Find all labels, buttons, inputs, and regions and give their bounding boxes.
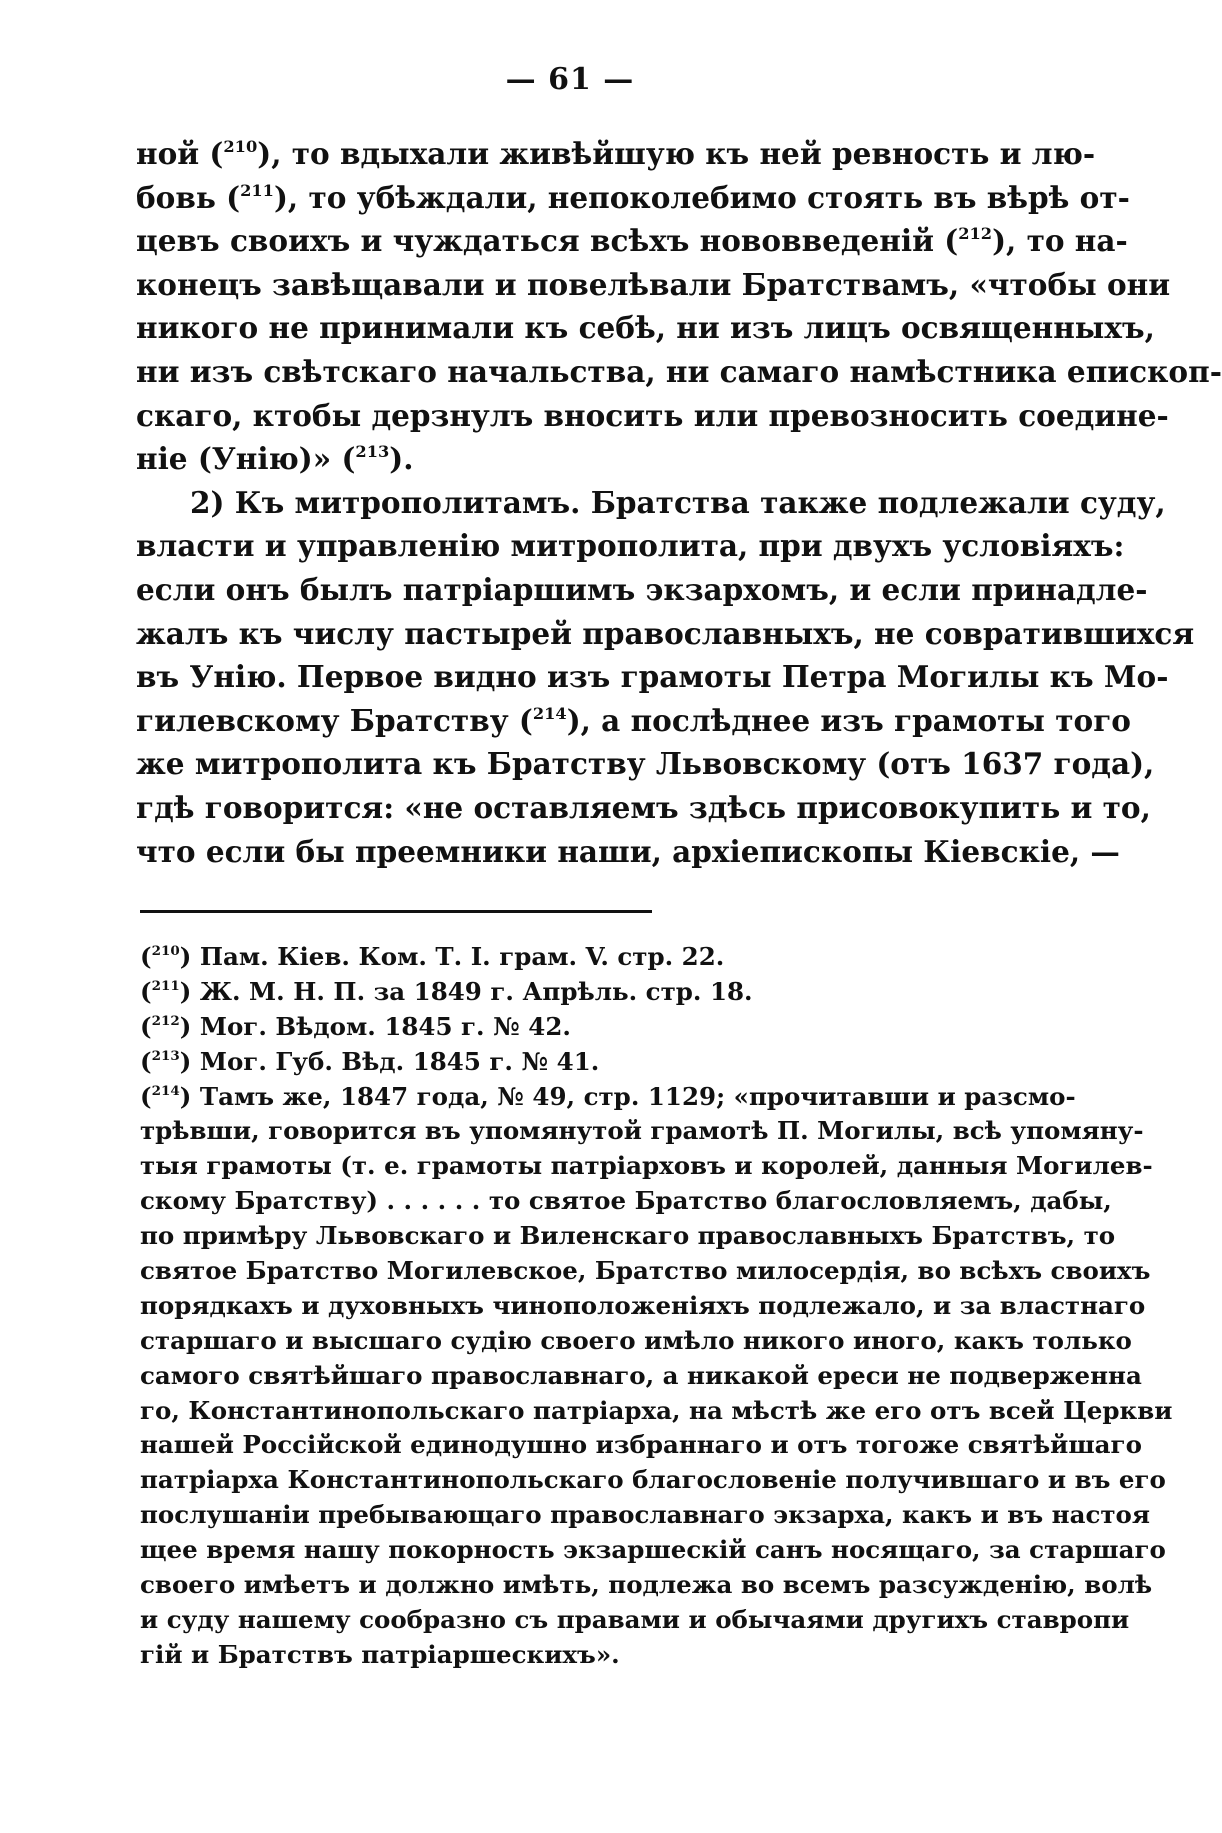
footnote-ref: 210 [223, 136, 258, 156]
text-line: ной ($^{210}$), то вдыхали живѣйшую къ ней ревность и лю- [136, 136, 1096, 171]
footnote-number: 211 [151, 977, 180, 994]
footnote-divider [140, 910, 652, 913]
text-line: гилевскому Братству ($^{214}$), а послѣднее изъ грамоты того [136, 702, 1131, 738]
footnote-continuation: и суду нашему сообразно съ правами и обычаями другихъ ставропи [140, 1604, 1130, 1634]
text-line: гдѣ говорится: «не оставляемъ здѣсь присовокупить и то, [136, 789, 1151, 825]
footnote-ref: 214 [532, 703, 567, 723]
footnote-continuation: скому Братству) . . . . . . то святое Братство благословляемъ, дабы, [140, 1186, 1112, 1216]
footnote-continuation: своего имѣетъ и должно имѣть, подлежа во всемъ разсужденію, волѣ [140, 1570, 1153, 1600]
footnote-continuation: послушаніи пребывающаго православнаго экзарха, какъ и въ настоя [140, 1500, 1150, 1530]
footnote-continuation: трѣвши, говорится въ упомянутой грамотѣ П. Могилы, всѣ упомяну- [140, 1116, 1144, 1146]
footnote-continuation: самого святѣйшаго православнаго, а никакой ереси не подверженна [140, 1360, 1142, 1390]
footnote: ($^{214}$) Тамъ же, 1847 года, № 49, стр. 1129; «прочитавши и разсмо- [140, 1081, 1076, 1111]
footnote-number: 214 [151, 1082, 180, 1099]
footnote: ($^{213}$) Мог. Губ. Вѣд. 1845 г. № 41. [140, 1046, 600, 1076]
text-line: 2) Къ митрополитамъ. Братства также подлежали суду, [190, 484, 1166, 520]
footnote: ($^{211}$) Ж. М. Н. П. за 1849 г. Апрѣль. стр. 18. [140, 976, 753, 1006]
text-line: никого не принимали къ себѣ, ни изъ лицъ освященныхъ, [136, 310, 1155, 346]
text-line: власти и управленію митрополита, при двухъ условіяхъ: [136, 528, 1125, 564]
footnote-number: 213 [151, 1047, 180, 1064]
text-line: жалъ къ числу пастырей православныхъ, не совратившихся [136, 615, 1195, 651]
footnote-continuation: старшаго и высшаго судію своего имѣло никого иного, какъ только [140, 1325, 1132, 1355]
footnote-continuation: нашей Россійской единодушно избраннаго и отъ тогоже святѣйшаго [140, 1430, 1142, 1460]
footnote-continuation: патріарха Константинопольскаго благословеніе получившаго и въ его [140, 1465, 1166, 1495]
main-text [136, 132, 1222, 873]
text-line: скаго, ктобы дерзнулъ вносить или превозносить соедине- [136, 397, 1169, 433]
text-line: если онъ былъ патріаршимъ экзархомъ, и если принадле- [136, 571, 1148, 607]
text-line: въ Унію. Первое видно изъ грамоты Петра Могилы къ Мо- [136, 659, 1169, 695]
footnote-ref: 213 [355, 442, 390, 461]
footnote-continuation: тыя грамоты (т. е. грамоты патріарховъ и королей, данныя Могилев- [140, 1151, 1153, 1181]
footnote-ref: 212 [958, 224, 993, 244]
text-line: бовь ($^{211}$), то убѣждали, непоколебимо стоять въ вѣрѣ от- [136, 179, 1130, 215]
footnote-continuation: щее время нашу покорность экзаршескій санъ носящаго, за старшаго [140, 1535, 1166, 1565]
footnote-continuation: по примѣру Львовскаго и Виленскаго православныхъ Братствъ, то [140, 1221, 1116, 1251]
footnote-number: 212 [151, 1012, 180, 1029]
footnotes [140, 940, 1173, 1673]
footnote: ($^{212}$) Мог. Вѣдом. 1845 г. № 42. [140, 1011, 571, 1041]
footnote: ($^{210}$) Пам. Кіев. Ком. Т. I. грам. V. стр. 22. [140, 942, 725, 971]
page-number: — 61 — [505, 62, 635, 97]
text-line: же митрополита къ Братству Львовскому (отъ 1637 года), [136, 746, 1155, 782]
footnote-continuation: порядкахъ и духовныхъ чиноположеніяхъ подлежало, и за властнаго [140, 1290, 1146, 1320]
text-line: конецъ завѣщавали и повелѣвали Братствамъ, «чтобы они [136, 266, 1171, 302]
footnote-continuation: святое Братство Могилевское, Братство милосердія, во всѣхъ своихъ [140, 1256, 1151, 1286]
text-line: ніе (Унію)» ($^{213}$). [136, 441, 414, 477]
text-line: что если бы преемники наши, архіепископы Кіевскіе, — [136, 833, 1120, 869]
text-line: цевъ своихъ и чуждаться всѣхъ нововведеній ($^{212}$), то на- [136, 223, 1128, 259]
footnote-ref: 211 [240, 180, 274, 200]
footnote-continuation: го, Константинопольскаго патріарха, на мѣстѣ же его отъ всей Церкви [140, 1395, 1173, 1425]
footnote-number: 210 [151, 942, 180, 959]
footnote-continuation: гій и Братствъ патріаршескихъ». [140, 1639, 620, 1669]
text-line: ни изъ свѣтскаго начальства, ни самаго намѣстника епископ- [136, 353, 1222, 389]
